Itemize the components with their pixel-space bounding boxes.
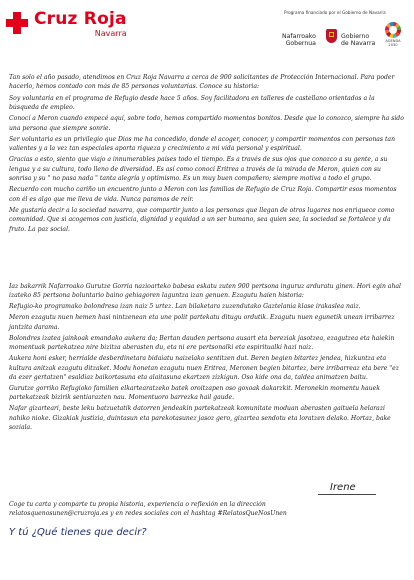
- gov-basque-name: [282, 33, 316, 47]
- paragraph-eu-1: Refugio-ko programako bolondresa izan naiz 5 urtez. Lan bilaketara zuzendutako Gaztelania klase irakaslea naiz.: [9, 303, 361, 311]
- gov-right-line2: de Navarra: [341, 40, 376, 47]
- brand-name: Cruz Roja: [34, 9, 127, 29]
- gov-left-line2: Gobernua: [285, 40, 316, 47]
- paragraph-es-6: Me gustaría decir a la sociedad navarra, que compartir junto a las personas que llegan de otros lugares nos enriquece como comunidad. Que si acogemos con justicia, dignidad y equidad a un ser humano, sea quien sea, la sociedad se fortalece y da fruto. La paz social.: [9, 207, 395, 233]
- agenda-line2: 2030: [388, 43, 398, 47]
- footer-line-2: [9, 509, 405, 518]
- paragraph-es-3: Ser voluntaria es un privilegio que Dios me ha concedido, donde el acoger, conocer, y compartir momentos con personas tan valientes y a la vez tan especiales aporta riqueza y crecimiento a mi vida personal y espiritual.: [9, 135, 395, 153]
- government-logos: [244, 10, 404, 54]
- agenda-line1: AGENDA: [385, 39, 401, 43]
- paragraph-es-2: Conocí a Meron cuando empecé aquí, sobre todo, hemos compartido momentos bonitos. Desde que lo conozco, siempre ha sido una persona que siempre sonríe.: [9, 115, 404, 132]
- brand-region: Navarra: [94, 29, 127, 38]
- paragraph-es-5: Recuerdo con mucho cariño un encuentro junto a Meron con las familias de Refugio de Cruz Roja. Compartir esos momentos con él es algo que me lleva de vida. Nunca paramos de reír.: [9, 186, 397, 203]
- gov-right-line1: Gobierno: [341, 33, 370, 40]
- story-basque: [9, 282, 405, 434]
- paragraph-eu-3: Bolondres izatea jainkoak emandako aukera da; Bertan dauden pertsona ausart eta bereziak jasotzea, ezagutzea eta haiekin momentuak partekatzea nire bizitza aberasten du, eta ni ere pertsonalki eta espiritualki hazi naiz.: [9, 334, 395, 352]
- funded-by-text: Programa financiado por el Gobierno de Navarra: [284, 10, 386, 15]
- gov-left-line1: Nafarroako: [282, 33, 316, 40]
- email-link[interactable]: relatosquenosunen@cruzroja.es: [9, 510, 109, 518]
- intro-paragraph-eu: Iaz bakarrik Nafarroako Gurutze Gorria nazioarteko babesa eskatu zuten 900 pertsona inguruz arduratu ginen. Hori egin ahal izateko 85 pertsona boluntario baino gehiagoren laguntza izan genuen. Ezagutu haien historia:: [9, 283, 401, 300]
- paragraph-eu-2: Meron ezagutu nuen hemen hasi nintzenean eta une polit partekatu ditugu ordutik. Ezagutu nuen egunetik unean irribarrez jantzita darama.: [9, 314, 395, 331]
- closing-question: Y tú ¿Qué tienes que decir?: [9, 527, 147, 538]
- paragraph-eu-4: Aukera honi esker, herrialde desberdinetara bidaiatu naizelako sentitzen dut. Beren begien bitartez jendea, hizkuntza eta kultura anitzak ezagutu ditzaket. Modu honetan ezagutu nuen Eritrea, Meronen begien bitartez, bere irribarreaz eta bere "ez da ezer gertatzen" esaldiaz baikortasuna eta alaitasuna ekartzen zizkigun. Oso kide ona da, taldea animatzen baitu.: [9, 355, 399, 382]
- navarra-shield-icon: [326, 29, 337, 43]
- header: [0, 0, 414, 60]
- footer-call-to-action: [9, 500, 405, 518]
- story-spanish: [9, 73, 405, 236]
- brand: [34, 10, 127, 39]
- footer-line-1: Coge tu carta y comparte tu propia historia, experiencia o reflexión en la dirección: [9, 501, 266, 508]
- sdg-wheel-icon: [385, 22, 401, 38]
- paragraph-eu-5: Gurutze gorriko Refugioko familien elkartearatzeko batek oroitzapen oso goxoak dakarzkit. Meronekin momentu hauek partekatzeak bizirik sentiarazten nau. Momentuoro barrezka hail gaude.: [9, 385, 380, 402]
- hashtag-text: y en redes sociales con el hashtag #RelatosQueNosUnen: [108, 510, 287, 518]
- red-cross-icon: [6, 12, 28, 34]
- signature: Irene: [330, 482, 356, 493]
- signature-underline: [318, 494, 376, 495]
- paragraph-eu-6: Nafar gizarteari, beste leku batzuetatik datorren jendeakin partekatzeak komunitate moduan aberasten gaituela helarazi nahiko nioke. Gizakiak justizia, duintasun eta parekotasunez jasoz gero, gizartea sendotu eta loratzen delako. Hortaz, bake soziala.: [9, 405, 391, 432]
- intro-paragraph-es: Tan solo el año pasado, atendimos en Cruz Roja Navarra a cerca de 900 solicitantes de Protección Internacional. Para poder hacerlo, hemos contado con más de 85 personas voluntarias. Conoce su historia:: [9, 74, 395, 91]
- paragraph-es-4: Gracias a esto, siento que viajo a innumerables países todo el tiempo. Es a través de sus ojos que conozco a su gente, a su lengua y a su cultura, todo lleno de diversidad. Es así como conocí Eritrea a través de la mirada de Meron, quien con su sonrisa y su " no pasa nada " tanta alegría y optimismo. Es un muy buen compañero; siempre motiva a todo el grupo.: [9, 156, 388, 183]
- agenda-2030-logo: [382, 22, 404, 52]
- gov-spanish-name: [341, 33, 375, 47]
- paragraph-es-1: Soy voluntaria en el programa de Refugio desde hace 5 años. Soy facilitadora en talleres de castellano orientados a la búsqueda de empleo.: [9, 94, 375, 112]
- cruz-roja-logo: [6, 10, 127, 39]
